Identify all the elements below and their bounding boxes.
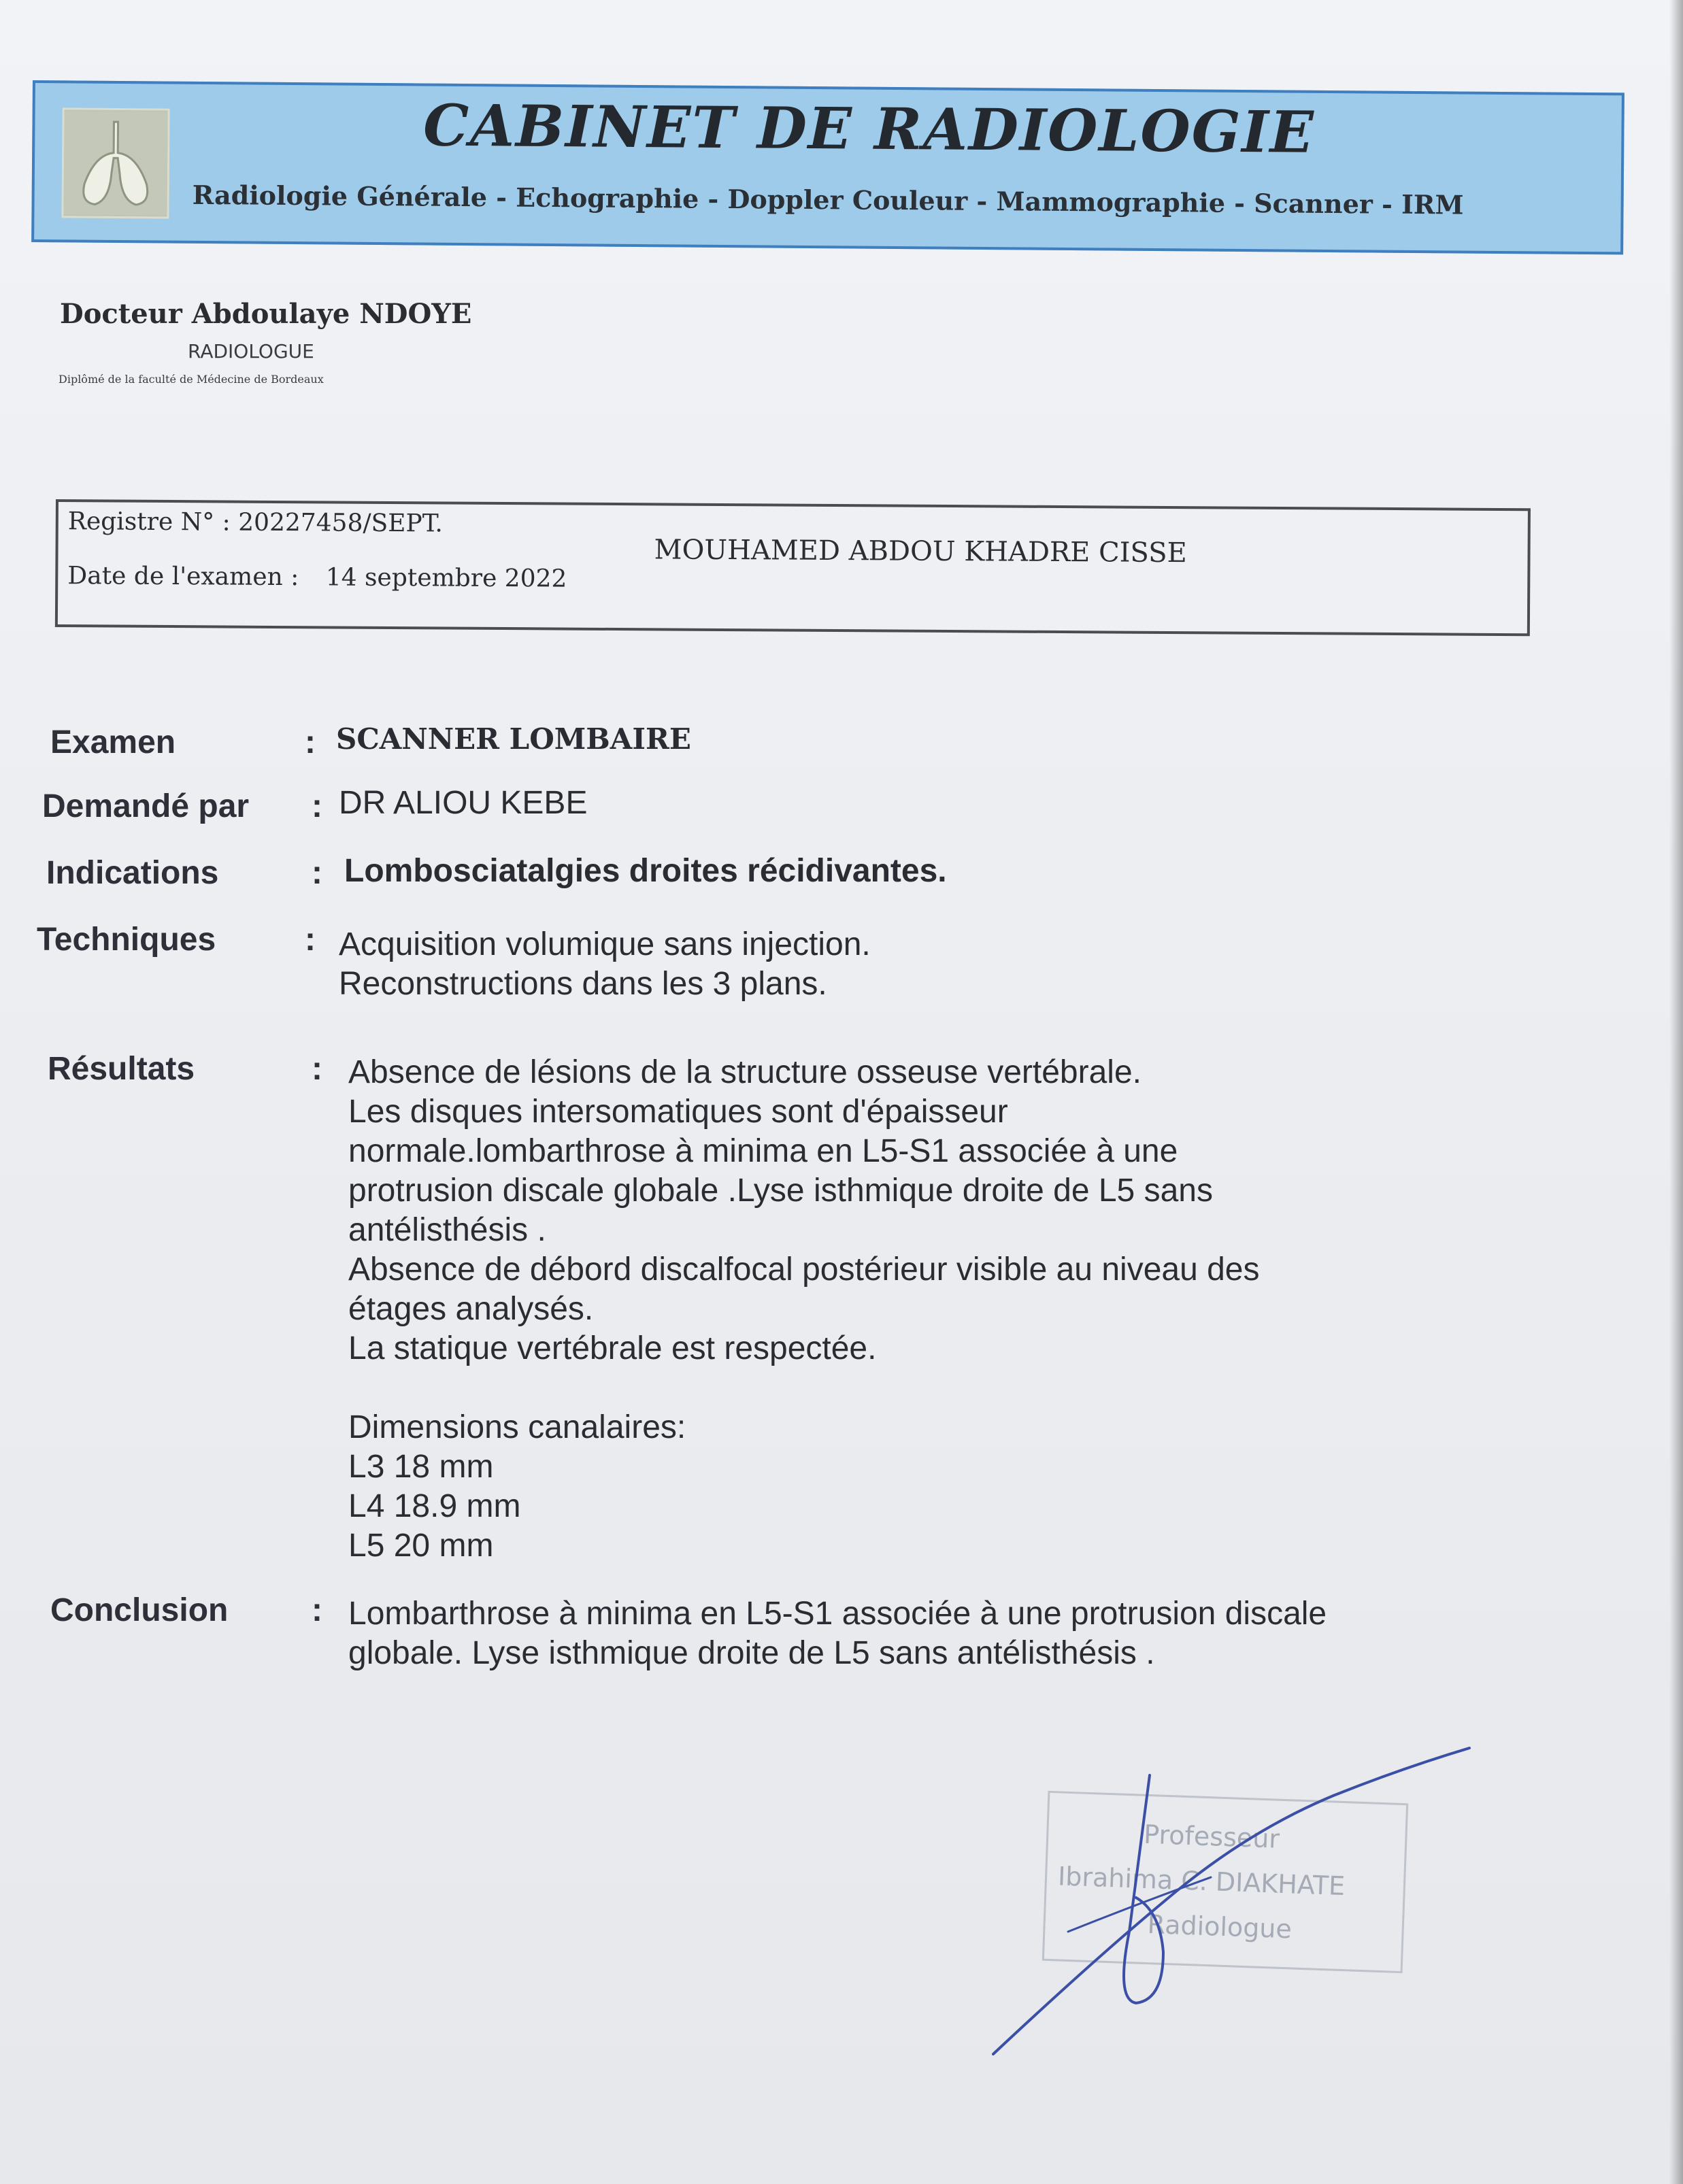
exam-date-row	[67, 562, 567, 592]
techniques-line: Acquisition volumique sans injection.	[339, 926, 871, 962]
exam-date-value: 14 septembre 2022	[325, 563, 567, 593]
exam-label: Examen	[50, 724, 176, 760]
results-colon: :	[312, 1051, 322, 1087]
results-line: L5 20 mm	[348, 1528, 494, 1564]
results-line: normale.lombarthrose à minima en L5-S1 associée à une	[348, 1133, 1178, 1169]
exam-value: SCANNER LOMBAIRE	[336, 722, 691, 756]
handwritten-signature	[966, 1728, 1497, 2081]
indications-value: Lombosciatalgies droites récidivantes.	[344, 853, 947, 889]
stamp-title: Professeur	[1143, 1819, 1280, 1854]
exam-date-label: Date de l'examen :	[67, 562, 299, 592]
techniques-label: Techniques	[37, 922, 216, 958]
conclusion-line: globale. Lyse isthmique droite de L5 sans antélisthésis .	[348, 1635, 1155, 1671]
techniques-text	[339, 925, 871, 1004]
register-number-row	[68, 507, 443, 537]
results-line: protrusion discale globale .Lyse isthmique droite de L5 sans	[348, 1173, 1213, 1209]
results-line: antélisthésis .	[348, 1212, 546, 1248]
requested-by-value: DR ALIOU KEBE	[339, 785, 588, 821]
patient-name: MOUHAMED ABDOU KHADRE CISSE	[654, 534, 1187, 569]
conclusion-text	[348, 1594, 1327, 1673]
cabinet-title: CABINET DE RADIOLOGIE	[422, 91, 1316, 166]
registry-box	[55, 499, 1531, 636]
results-line: L3 18 mm	[348, 1449, 494, 1485]
stamp-name: Ibrahima C. DIAKHATE	[1057, 1861, 1346, 1902]
techniques-line: Reconstructions dans les 3 plans.	[339, 966, 827, 1002]
results-line: étages analysés.	[348, 1291, 594, 1327]
results-blank-line	[348, 1368, 1260, 1408]
header-banner	[31, 80, 1624, 254]
results-line: Les disques intersomatiques sont d'épaisseur	[348, 1094, 1008, 1130]
techniques-colon: :	[305, 922, 316, 958]
doctor-diploma: Diplômé de la faculté de Médecine de Bordeaux	[59, 373, 324, 386]
requested-by-colon: :	[312, 788, 322, 824]
doctor-title: RADIOLOGUE	[188, 340, 314, 363]
indications-label: Indications	[46, 855, 219, 891]
stamp-role: Radiologue	[1146, 1909, 1293, 1945]
conclusion-label: Conclusion	[50, 1592, 229, 1628]
conclusion-line: Lombarthrose à minima en L5-S1 associée à une protrusion discale	[348, 1596, 1327, 1632]
doctor-name: Docteur Abdoulaye NDOYE	[60, 298, 472, 330]
results-label: Résultats	[48, 1051, 195, 1087]
register-value: 20227458/SEPT.	[238, 508, 444, 538]
services-subtitle: Radiologie Générale - Echographie - Doppler Couleur - Mammographie - Scanner - IRM	[192, 179, 1464, 220]
register-label: Registre N° :	[67, 507, 231, 537]
indications-colon: :	[312, 855, 322, 891]
results-line: Dimensions canalaires:	[348, 1409, 686, 1445]
conclusion-colon: :	[312, 1592, 322, 1628]
requested-by-label: Demandé par	[42, 788, 250, 824]
results-line: Absence de débord discalfocal postérieur visible au niveau des	[348, 1251, 1260, 1288]
exam-colon: :	[305, 724, 316, 760]
results-line: La statique vertébrale est respectée.	[348, 1330, 877, 1366]
results-text	[348, 1053, 1260, 1566]
results-line: Absence de lésions de la structure osseuse vertébrale.	[348, 1054, 1142, 1090]
results-line: L4 18.9 mm	[348, 1488, 521, 1524]
page-edge-shadow	[1669, 0, 1683, 2184]
